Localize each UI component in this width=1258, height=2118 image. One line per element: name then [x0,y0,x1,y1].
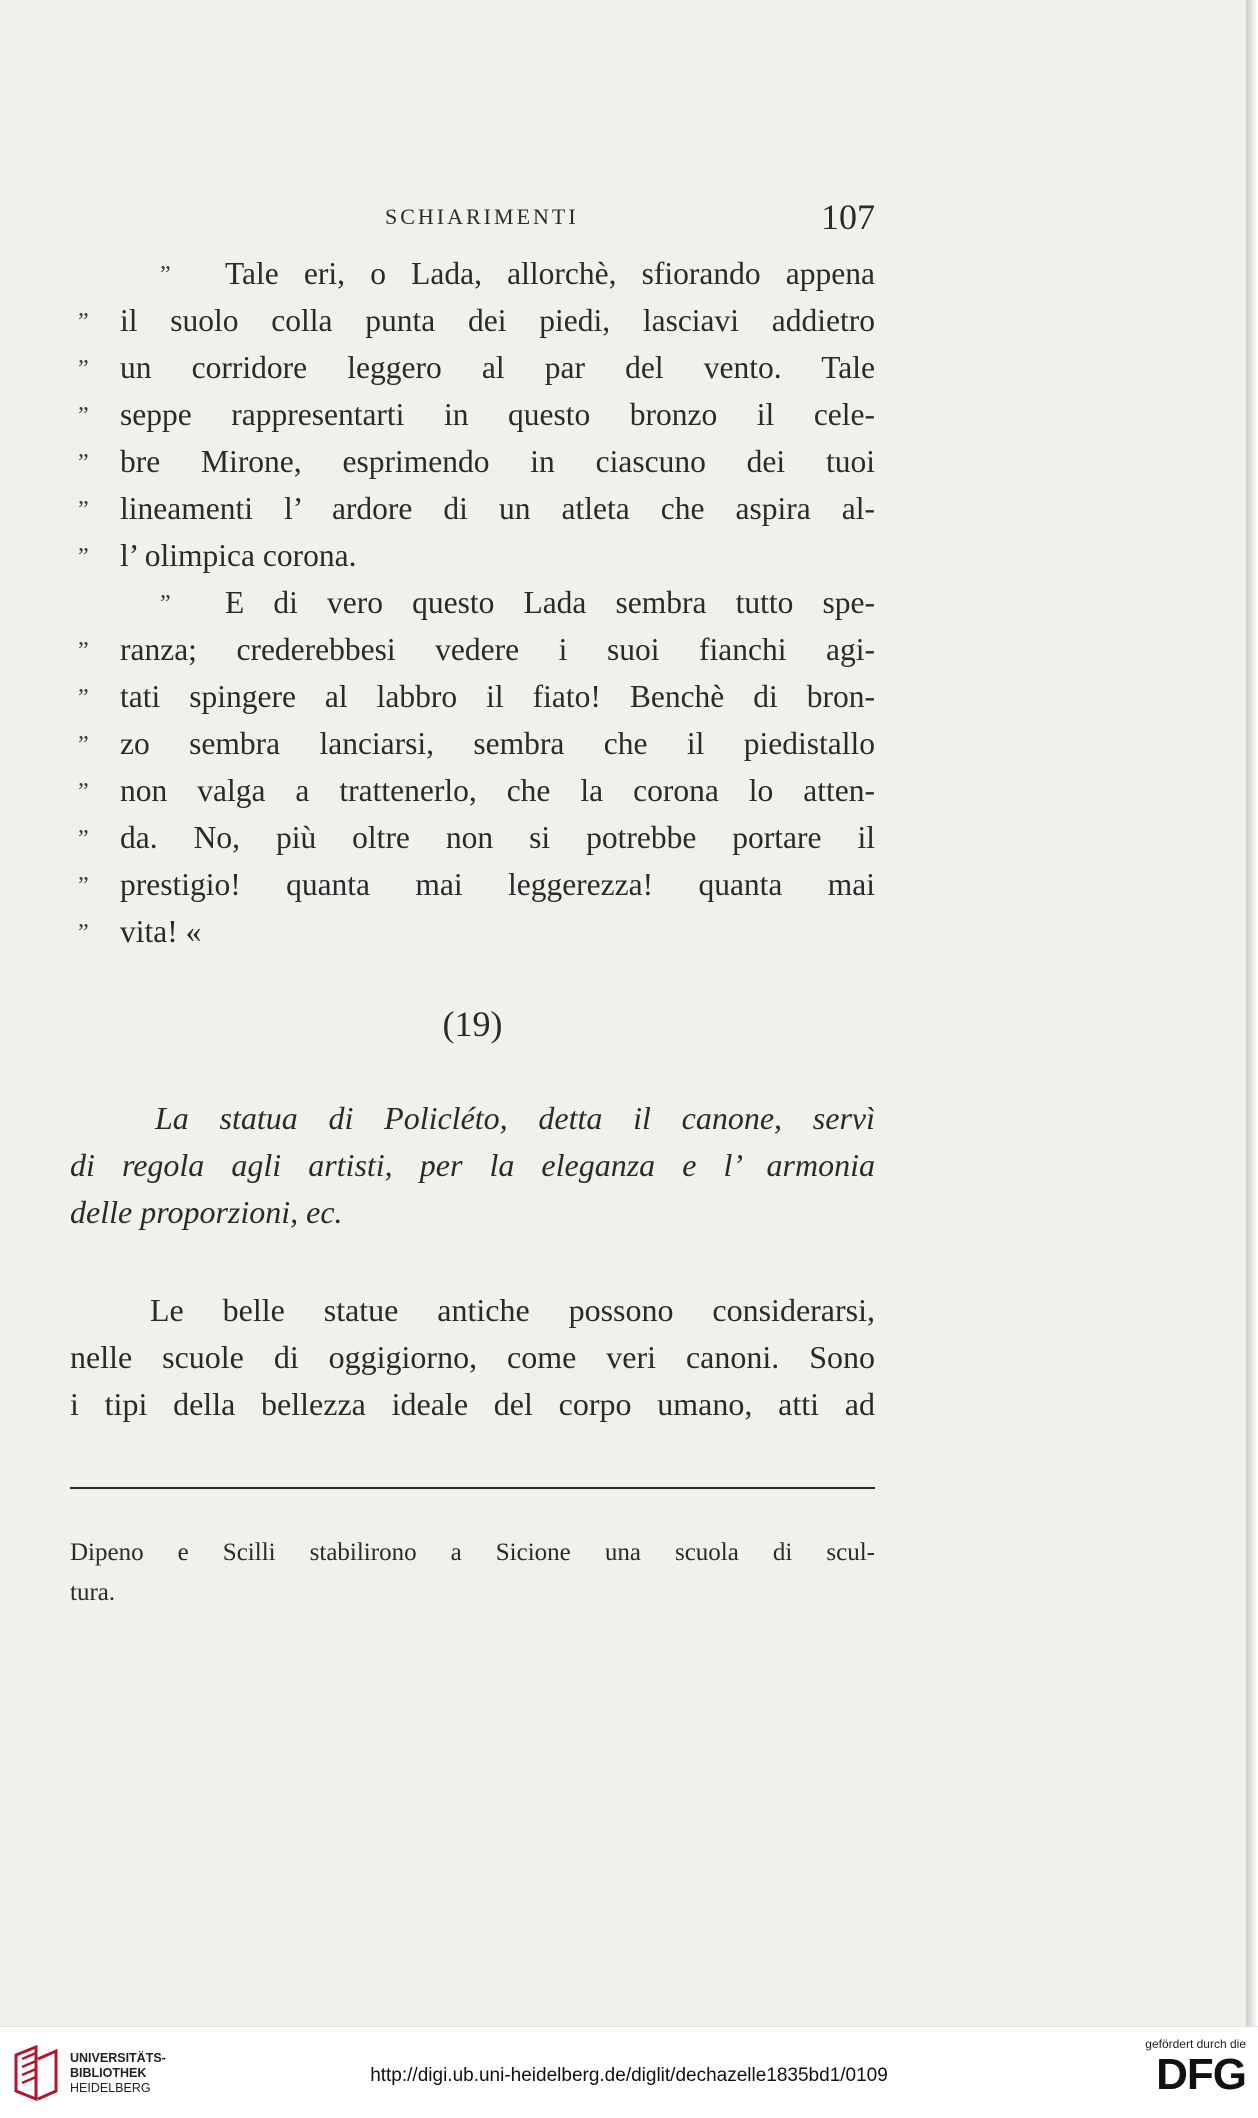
heading-line: La statua di Policléto, detta il canone, servì [155,1100,875,1136]
quote-line: ” bre Mirone, esprimendo in ciascuno dei tuoi [70,438,875,485]
dfg-logo[interactable] [1106,2037,1246,2113]
quote-line: ” tati spingere al labbro il fiato! Benchè di bron- [70,673,875,720]
quote-mark: ” [78,826,89,852]
quote-line: ” ranza; crederebbesi vedere i suoi fianchi agi- [70,626,875,673]
quote-line: ” E di vero questo Lada sembra tutto spe- [70,579,875,626]
body-line: i tipi della bellezza ideale del corpo umano, atti ad [70,1386,875,1422]
quote-line: ” zo sembra lanciarsi, sembra che il piedistallo [70,720,875,767]
quote-line: ” da. No, più oltre non si potrebbe portare il [70,814,875,861]
quote-mark: ” [78,685,89,711]
quote-line: ” l’ olimpica corona. [70,532,875,579]
running-head-title: SCHIARIMENTI [385,204,579,229]
quote-mark: ” [160,262,171,288]
heading-line: di regola agli artisti, per la eleganza e l’ armonia [70,1147,875,1183]
quote-mark: ” [78,544,89,570]
quote-mark: ” [78,356,89,382]
quotation-block [70,250,875,955]
section-number: (19) [442,1004,503,1044]
quote-line: ” non valga a trattenerlo, che la corona lo atten- [70,767,875,814]
quote-mark: ” [78,779,89,805]
dfg-wordmark: DFG [1156,2050,1246,2099]
quote-line: ” prestigio! quanta mai leggerezza! quanta mai [70,861,875,908]
permalink-url[interactable]: http://digi.ub.uni-heidelberg.de/diglit/dechazelle1835bd1/0109 [370,2065,888,2086]
library-name: UNIVERSITÄTS- BIBLIOTHEK HEIDELBERG [70,2051,166,2095]
footnote-line: Dipeno e Scilli stabilirono a Sicione una scuola di scul- [70,1539,875,1566]
heading-line: delle proporzioni, ec. [70,1194,343,1230]
body-line: nelle scuole di oggigiorno, come veri canoni. Sono [70,1339,875,1375]
page-number: 107 [821,197,875,237]
quote-mark: ” [78,309,89,335]
running-head [70,197,875,244]
funding-caption: gefördert durch die [1145,2037,1246,2051]
body-line: Le belle statue antiche possono considerarsi, [150,1292,875,1328]
quote-mark: ” [78,497,89,523]
footnote-divider [70,1487,875,1489]
quote-mark: ” [160,591,171,617]
quote-line: ” un corridore leggero al par del vento. Tale [70,344,875,391]
body-paragraph [70,1287,875,1428]
quote-mark: ” [78,920,89,946]
quote-mark: ” [78,732,89,758]
quote-line: ” Tale eri, o Lada, allorchè, sfiorando appena [70,250,875,297]
quote-mark: ” [78,450,89,476]
footnote-line: tura. [70,1579,116,1606]
quote-line: ” seppe rappresentarti in questo bronzo il cele- [70,391,875,438]
viewer-footer [0,2026,1258,2118]
section-heading [70,1095,875,1236]
footnote [70,1533,875,1613]
page-edge [1246,0,1258,2026]
quote-line: ” lineamenti l’ ardore di un atleta che aspira al- [70,485,875,532]
quote-line: ” vita! « [70,908,875,955]
quote-mark: ” [78,403,89,429]
quote-mark: ” [78,638,89,664]
quote-line: ” il suolo colla punta dei piedi, lasciavi addietro [70,297,875,344]
quote-mark: ” [78,873,89,899]
